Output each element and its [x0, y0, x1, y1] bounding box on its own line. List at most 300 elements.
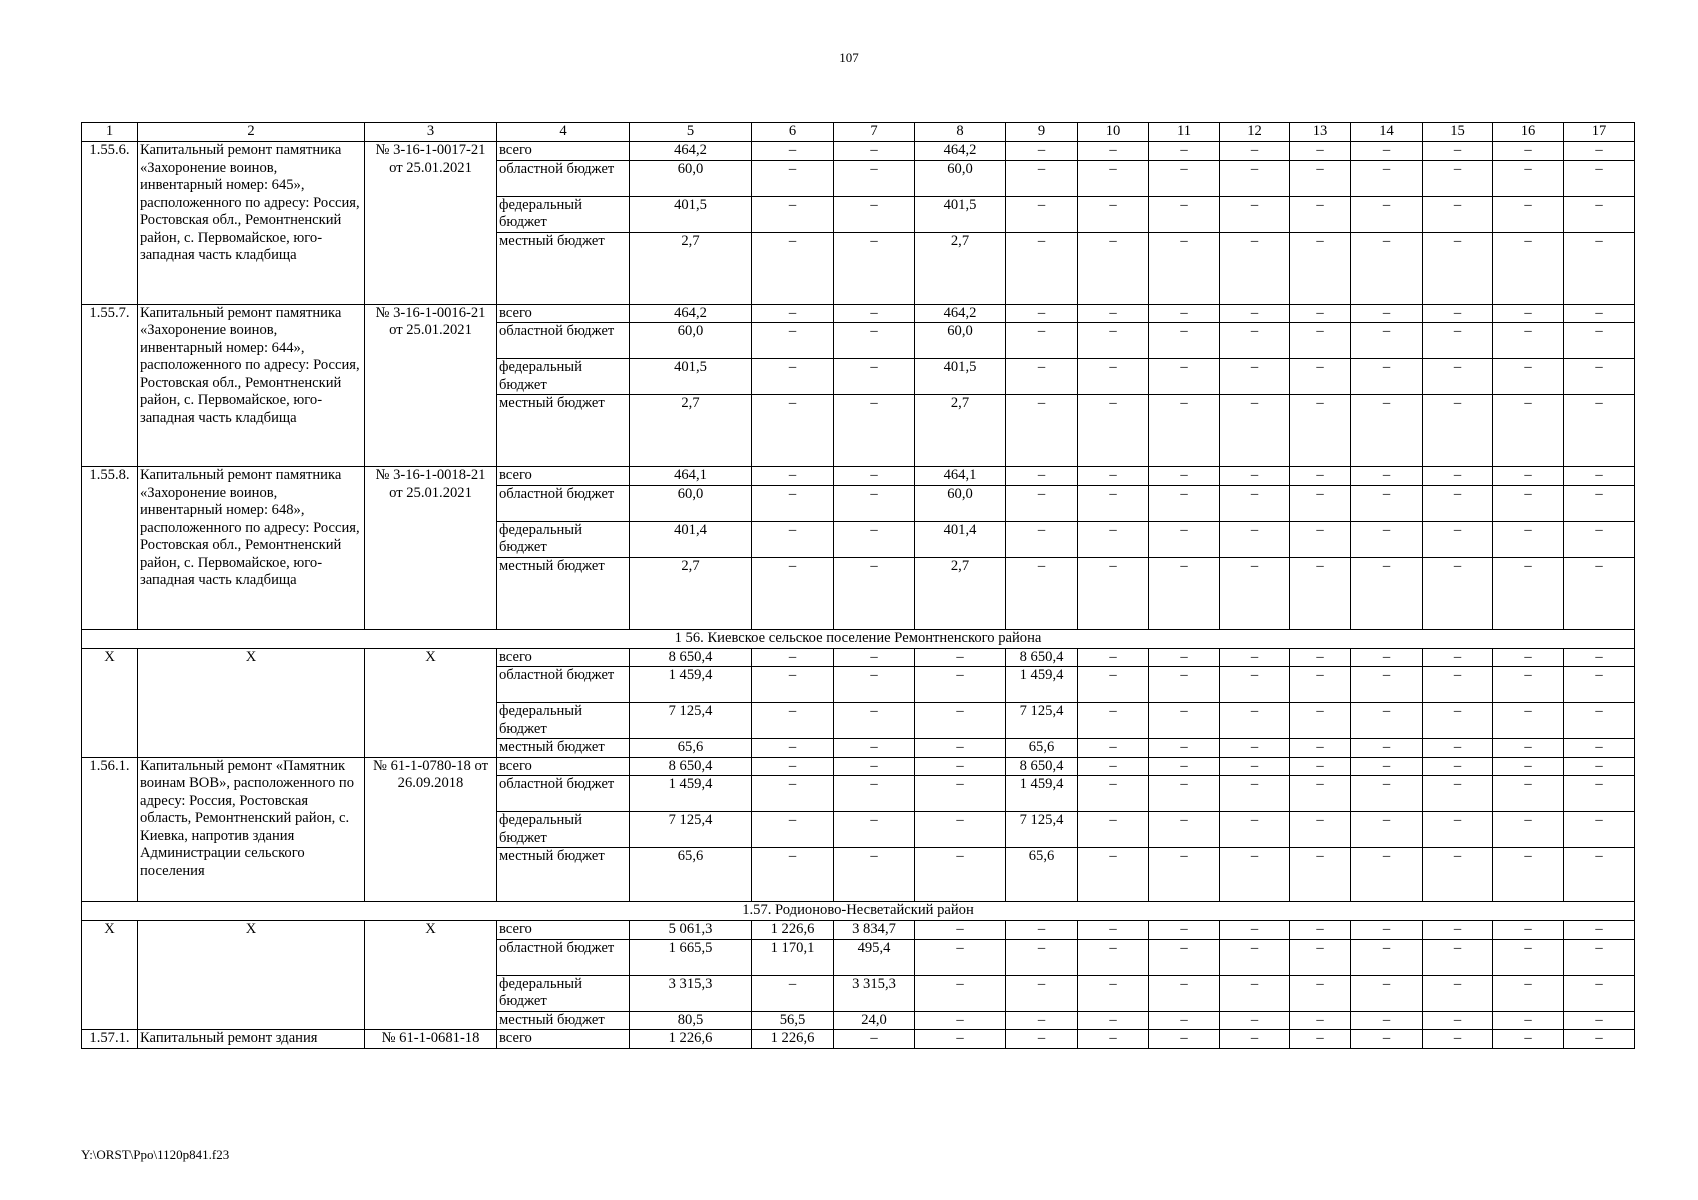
- amount-cell: –: [1290, 648, 1351, 667]
- funding-source: федеральный бюджет: [497, 359, 630, 395]
- funding-source: всего: [497, 142, 630, 161]
- amount-cell: –: [1564, 757, 1635, 776]
- amount-cell: –: [1078, 142, 1149, 161]
- column-header: 7: [834, 123, 915, 142]
- amount-cell: –: [1078, 232, 1149, 304]
- row-number: 1.56.1.: [82, 757, 138, 902]
- amount-cell: –: [1493, 939, 1564, 975]
- funding-source: всего: [497, 1030, 630, 1049]
- amount-cell: –: [1564, 395, 1635, 467]
- amount-cell: –: [915, 848, 1006, 902]
- amount-cell: –: [1149, 521, 1220, 557]
- amount-cell: –: [1351, 359, 1423, 395]
- amount-cell: –: [1564, 703, 1635, 739]
- amount-cell: –: [1564, 467, 1635, 486]
- amount-cell: –: [1423, 1011, 1493, 1030]
- amount-cell: –: [834, 485, 915, 521]
- amount-cell: –: [1006, 359, 1078, 395]
- amount-cell: –: [834, 467, 915, 486]
- permit-document: № 3-16-1-0017-21 от 25.01.2021: [365, 142, 497, 305]
- amount-cell: –: [1564, 921, 1635, 940]
- funding-source: всего: [497, 921, 630, 940]
- amount-cell: 1 226,6: [752, 1030, 834, 1049]
- amount-cell: –: [1078, 757, 1149, 776]
- section-title: 1.57. Родионово-Несветайский район: [82, 902, 1635, 921]
- amount-cell: –: [1290, 395, 1351, 467]
- amount-cell: –: [1149, 739, 1220, 758]
- amount-cell: –: [1493, 921, 1564, 940]
- column-header: 11: [1149, 123, 1220, 142]
- amount-cell: –: [1290, 939, 1351, 975]
- funding-source: областной бюджет: [497, 323, 630, 359]
- amount-cell: –: [1006, 232, 1078, 304]
- amount-cell: –: [752, 395, 834, 467]
- amount-cell: –: [1220, 757, 1290, 776]
- amount-cell: –: [1078, 160, 1149, 196]
- amount-cell: 1 226,6: [752, 921, 834, 940]
- amount-cell: –: [752, 848, 834, 902]
- permit-document: № 3-16-1-0018-21 от 25.01.2021: [365, 467, 497, 630]
- amount-cell: 60,0: [915, 160, 1006, 196]
- amount-cell: –: [1423, 359, 1493, 395]
- object-description: Капитальный ремонт памятника «Захоронение воинов, инвентарный номер: 644», расположенного по адресу: Россия, Ростовская обл., Ремонтненский район, с. Первомайское, юго-западная часть кладбища: [138, 304, 365, 467]
- column-header: 13: [1290, 123, 1351, 142]
- amount-cell: –: [1290, 848, 1351, 902]
- row-number: 1.57.1.: [82, 1030, 138, 1049]
- amount-cell: –: [1493, 232, 1564, 304]
- amount-cell: –: [1351, 485, 1423, 521]
- amount-cell: –: [1351, 975, 1423, 1011]
- amount-cell: –: [1220, 1011, 1290, 1030]
- section-row: [82, 629, 1635, 648]
- amount-cell: –: [1493, 667, 1564, 703]
- funding-source: местный бюджет: [497, 739, 630, 758]
- amount-cell: –: [1149, 142, 1220, 161]
- amount-cell: –: [1351, 812, 1423, 848]
- amount-cell: 401,5: [915, 196, 1006, 232]
- amount-cell: –: [1351, 667, 1423, 703]
- amount-cell: –: [834, 304, 915, 323]
- amount-cell: –: [1351, 521, 1423, 557]
- row-number: X: [82, 648, 138, 757]
- amount-cell: –: [1006, 304, 1078, 323]
- column-header: 15: [1423, 123, 1493, 142]
- amount-cell: –: [1149, 939, 1220, 975]
- amount-cell: –: [834, 1030, 915, 1049]
- amount-cell: 1 459,4: [630, 776, 752, 812]
- amount-cell: 3 315,3: [630, 975, 752, 1011]
- row-number: 1.55.8.: [82, 467, 138, 630]
- amount-cell: –: [1493, 848, 1564, 902]
- amount-cell: –: [1149, 667, 1220, 703]
- amount-cell: –: [1078, 776, 1149, 812]
- amount-cell: 1 459,4: [1006, 667, 1078, 703]
- amount-cell: –: [834, 395, 915, 467]
- amount-cell: –: [1493, 323, 1564, 359]
- amount-cell: –: [1149, 848, 1220, 902]
- amount-cell: 464,2: [915, 304, 1006, 323]
- amount-cell: –: [1493, 142, 1564, 161]
- permit-document: X: [365, 921, 497, 1030]
- amount-cell: –: [1564, 142, 1635, 161]
- amount-cell: –: [752, 703, 834, 739]
- amount-cell: 1 170,1: [752, 939, 834, 975]
- amount-cell: –: [1078, 921, 1149, 940]
- row-number: X: [82, 921, 138, 1030]
- column-header: 3: [365, 123, 497, 142]
- amount-cell: –: [1149, 757, 1220, 776]
- amount-cell: –: [1078, 739, 1149, 758]
- header-row: [82, 123, 1635, 142]
- amount-cell: –: [1423, 1030, 1493, 1049]
- funding-source: всего: [497, 757, 630, 776]
- amount-cell: –: [1220, 921, 1290, 940]
- amount-cell: –: [1351, 323, 1423, 359]
- amount-cell: –: [1423, 304, 1493, 323]
- amount-cell: –: [1220, 304, 1290, 323]
- column-header: 16: [1493, 123, 1564, 142]
- amount-cell: –: [1078, 703, 1149, 739]
- table-row: [82, 648, 1635, 667]
- amount-cell: –: [1078, 939, 1149, 975]
- funding-source: федеральный бюджет: [497, 975, 630, 1011]
- funding-source: местный бюджет: [497, 557, 630, 629]
- amount-cell: –: [1220, 467, 1290, 486]
- table-row: [82, 304, 1635, 323]
- amount-cell: –: [915, 648, 1006, 667]
- amount-cell: –: [1351, 232, 1423, 304]
- amount-cell: –: [1290, 359, 1351, 395]
- amount-cell: –: [1493, 739, 1564, 758]
- amount-cell: –: [1078, 485, 1149, 521]
- amount-cell: –: [1564, 939, 1635, 975]
- amount-cell: –: [1078, 467, 1149, 486]
- amount-cell: –: [1564, 485, 1635, 521]
- amount-cell: 2,7: [630, 395, 752, 467]
- amount-cell: –: [915, 739, 1006, 758]
- amount-cell: –: [1351, 557, 1423, 629]
- amount-cell: –: [1220, 812, 1290, 848]
- amount-cell: –: [1493, 757, 1564, 776]
- amount-cell: –: [834, 812, 915, 848]
- amount-cell: –: [752, 467, 834, 486]
- amount-cell: 3 315,3: [834, 975, 915, 1011]
- amount-cell: –: [834, 703, 915, 739]
- amount-cell: –: [1006, 485, 1078, 521]
- row-number: 1.55.7.: [82, 304, 138, 467]
- amount-cell: –: [1290, 757, 1351, 776]
- amount-cell: 24,0: [834, 1011, 915, 1030]
- amount-cell: –: [1493, 359, 1564, 395]
- amount-cell: –: [834, 648, 915, 667]
- amount-cell: 1 226,6: [630, 1030, 752, 1049]
- amount-cell: –: [1220, 667, 1290, 703]
- amount-cell: –: [1564, 1030, 1635, 1049]
- amount-cell: –: [1006, 1011, 1078, 1030]
- amount-cell: –: [1290, 467, 1351, 486]
- amount-cell: –: [1493, 395, 1564, 467]
- amount-cell: 464,1: [630, 467, 752, 486]
- amount-cell: –: [915, 921, 1006, 940]
- amount-cell: –: [752, 323, 834, 359]
- amount-cell: 401,5: [915, 359, 1006, 395]
- amount-cell: –: [1493, 1011, 1564, 1030]
- amount-cell: –: [915, 776, 1006, 812]
- amount-cell: –: [1220, 323, 1290, 359]
- amount-cell: –: [1493, 812, 1564, 848]
- amount-cell: –: [1351, 1030, 1423, 1049]
- table-row: [82, 1030, 1635, 1049]
- funding-source: федеральный бюджет: [497, 812, 630, 848]
- amount-cell: –: [1290, 739, 1351, 758]
- funding-source: всего: [497, 304, 630, 323]
- amount-cell: –: [834, 776, 915, 812]
- amount-cell: 5 061,3: [630, 921, 752, 940]
- amount-cell: –: [1006, 323, 1078, 359]
- column-header: 14: [1351, 123, 1423, 142]
- amount-cell: –: [752, 196, 834, 232]
- amount-cell: –: [752, 359, 834, 395]
- amount-cell: –: [1078, 395, 1149, 467]
- funding-source: федеральный бюджет: [497, 703, 630, 739]
- amount-cell: –: [1423, 196, 1493, 232]
- amount-cell: –: [1423, 848, 1493, 902]
- amount-cell: –: [752, 757, 834, 776]
- amount-cell: 56,5: [752, 1011, 834, 1030]
- amount-cell: –: [1493, 485, 1564, 521]
- amount-cell: –: [1351, 395, 1423, 467]
- column-header: 2: [138, 123, 365, 142]
- amount-cell: –: [1149, 776, 1220, 812]
- permit-document: № 61-1-0780-18 от 26.09.2018: [365, 757, 497, 902]
- funding-source: областной бюджет: [497, 667, 630, 703]
- amount-cell: –: [1423, 232, 1493, 304]
- amount-cell: –: [915, 1011, 1006, 1030]
- amount-cell: –: [1290, 196, 1351, 232]
- amount-cell: –: [1220, 776, 1290, 812]
- amount-cell: –: [1149, 304, 1220, 323]
- amount-cell: –: [1423, 812, 1493, 848]
- amount-cell: –: [1423, 921, 1493, 940]
- amount-cell: –: [915, 812, 1006, 848]
- column-header: 4: [497, 123, 630, 142]
- amount-cell: –: [1149, 485, 1220, 521]
- amount-cell: 1 459,4: [1006, 776, 1078, 812]
- column-header: 9: [1006, 123, 1078, 142]
- amount-cell: –: [834, 323, 915, 359]
- page-number: 107: [839, 50, 859, 65]
- amount-cell: –: [1149, 975, 1220, 1011]
- amount-cell: –: [1423, 703, 1493, 739]
- amount-cell: –: [1078, 1011, 1149, 1030]
- object-description: X: [138, 921, 365, 1030]
- amount-cell: –: [834, 848, 915, 902]
- amount-cell: –: [915, 703, 1006, 739]
- amount-cell: –: [1078, 304, 1149, 323]
- amount-cell: –: [1220, 648, 1290, 667]
- amount-cell: –: [1290, 921, 1351, 940]
- amount-cell: –: [1149, 323, 1220, 359]
- object-description: Капитальный ремонт памятника «Захоронение воинов, инвентарный номер: 645», расположенного по адресу: Россия, Ростовская обл., Ремонтненский район, с. Первомайское, юго-западная часть кладбища: [138, 142, 365, 305]
- amount-cell: 7 125,4: [630, 812, 752, 848]
- amount-cell: –: [1423, 557, 1493, 629]
- amount-cell: 2,7: [630, 232, 752, 304]
- amount-cell: –: [1423, 667, 1493, 703]
- amount-cell: –: [1564, 1011, 1635, 1030]
- amount-cell: –: [1149, 232, 1220, 304]
- amount-cell: –: [1290, 703, 1351, 739]
- amount-cell: –: [1351, 739, 1423, 758]
- amount-cell: –: [1493, 557, 1564, 629]
- amount-cell: –: [1564, 304, 1635, 323]
- amount-cell: –: [1564, 557, 1635, 629]
- amount-cell: –: [1220, 196, 1290, 232]
- amount-cell: –: [1078, 975, 1149, 1011]
- table-row: [82, 467, 1635, 486]
- amount-cell: –: [1493, 975, 1564, 1011]
- amount-cell: 65,6: [630, 848, 752, 902]
- amount-cell: –: [915, 1030, 1006, 1049]
- amount-cell: –: [834, 757, 915, 776]
- amount-cell: 2,7: [915, 557, 1006, 629]
- amount-cell: 60,0: [915, 485, 1006, 521]
- amount-cell: 7 125,4: [1006, 703, 1078, 739]
- amount-cell: –: [1564, 196, 1635, 232]
- amount-cell: –: [1290, 667, 1351, 703]
- file-path-footer: Y:\ORST\Ppo\1120p841.f23: [81, 1147, 230, 1162]
- amount-cell: 7 125,4: [630, 703, 752, 739]
- amount-cell: –: [1564, 848, 1635, 902]
- column-header: 1: [82, 123, 138, 142]
- amount-cell: –: [1290, 521, 1351, 557]
- amount-cell: –: [1564, 521, 1635, 557]
- amount-cell: –: [1564, 359, 1635, 395]
- amount-cell: –: [834, 359, 915, 395]
- amount-cell: –: [1006, 921, 1078, 940]
- amount-cell: –: [1149, 467, 1220, 486]
- amount-cell: –: [915, 939, 1006, 975]
- column-header: 5: [630, 123, 752, 142]
- amount-cell: –: [834, 196, 915, 232]
- amount-cell: 8 650,4: [1006, 757, 1078, 776]
- amount-cell: –: [1290, 557, 1351, 629]
- amount-cell: –: [834, 142, 915, 161]
- amount-cell: –: [1423, 485, 1493, 521]
- amount-cell: –: [1493, 196, 1564, 232]
- amount-cell: –: [1220, 521, 1290, 557]
- amount-cell: –: [1220, 485, 1290, 521]
- amount-cell: –: [1351, 848, 1423, 902]
- amount-cell: –: [1149, 395, 1220, 467]
- amount-cell: 60,0: [630, 160, 752, 196]
- amount-cell: –: [1220, 142, 1290, 161]
- amount-cell: –: [1351, 921, 1423, 940]
- amount-cell: –: [1006, 975, 1078, 1011]
- amount-cell: –: [1351, 1011, 1423, 1030]
- amount-cell: –: [752, 232, 834, 304]
- amount-cell: –: [1564, 323, 1635, 359]
- amount-cell: –: [1078, 848, 1149, 902]
- amount-cell: –: [1290, 160, 1351, 196]
- amount-cell: –: [752, 521, 834, 557]
- amount-cell: –: [1078, 812, 1149, 848]
- amount-cell: –: [1220, 359, 1290, 395]
- funding-source: местный бюджет: [497, 1011, 630, 1030]
- amount-cell: –: [1006, 142, 1078, 161]
- table-row: [82, 921, 1635, 940]
- amount-cell: –: [1078, 648, 1149, 667]
- amount-cell: –: [1290, 812, 1351, 848]
- amount-cell: –: [1564, 232, 1635, 304]
- amount-cell: –: [1149, 648, 1220, 667]
- section-title: 1 56. Киевское сельское поселение Ремонтненского района: [82, 629, 1635, 648]
- amount-cell: –: [1351, 757, 1423, 776]
- funding-source: местный бюджет: [497, 395, 630, 467]
- funding-source: федеральный бюджет: [497, 521, 630, 557]
- amount-cell: –: [834, 667, 915, 703]
- amount-cell: 401,5: [630, 196, 752, 232]
- amount-cell: 2,7: [915, 395, 1006, 467]
- amount-cell: 401,4: [915, 521, 1006, 557]
- object-description: Капитальный ремонт здания: [138, 1030, 365, 1049]
- amount-cell: –: [1290, 304, 1351, 323]
- amount-cell: –: [1149, 359, 1220, 395]
- amount-cell: –: [1493, 160, 1564, 196]
- amount-cell: –: [1290, 975, 1351, 1011]
- amount-cell: –: [1423, 142, 1493, 161]
- amount-cell: –: [1290, 323, 1351, 359]
- permit-document: X: [365, 648, 497, 757]
- amount-cell: –: [1220, 703, 1290, 739]
- amount-cell: 401,5: [630, 359, 752, 395]
- amount-cell: –: [1006, 160, 1078, 196]
- amount-cell: –: [752, 812, 834, 848]
- amount-cell: 80,5: [630, 1011, 752, 1030]
- amount-cell: –: [834, 557, 915, 629]
- amount-cell: –: [1493, 467, 1564, 486]
- section-row: [82, 902, 1635, 921]
- amount-cell: –: [1564, 812, 1635, 848]
- amount-cell: –: [1006, 557, 1078, 629]
- amount-cell: –: [1423, 323, 1493, 359]
- column-header: 10: [1078, 123, 1149, 142]
- amount-cell: –: [1220, 395, 1290, 467]
- funding-source: областной бюджет: [497, 939, 630, 975]
- amount-cell: –: [1423, 521, 1493, 557]
- funding-source: областной бюджет: [497, 776, 630, 812]
- funding-source: местный бюджет: [497, 848, 630, 902]
- amount-cell: –: [1351, 776, 1423, 812]
- amount-cell: –: [1220, 739, 1290, 758]
- amount-cell: 464,2: [915, 142, 1006, 161]
- amount-cell: –: [1564, 776, 1635, 812]
- row-number: 1.55.6.: [82, 142, 138, 305]
- amount-cell: –: [1290, 142, 1351, 161]
- funding-source: федеральный бюджет: [497, 196, 630, 232]
- amount-cell: –: [1220, 160, 1290, 196]
- amount-cell: –: [1006, 196, 1078, 232]
- amount-cell: –: [1006, 467, 1078, 486]
- column-header: 17: [1564, 123, 1635, 142]
- amount-cell: 60,0: [630, 323, 752, 359]
- amount-cell: –: [1149, 812, 1220, 848]
- amount-cell: –: [1006, 939, 1078, 975]
- amount-cell: –: [1006, 1030, 1078, 1049]
- amount-cell: 401,4: [630, 521, 752, 557]
- amount-cell: –: [1564, 739, 1635, 758]
- amount-cell: –: [752, 160, 834, 196]
- amount-cell: –: [752, 648, 834, 667]
